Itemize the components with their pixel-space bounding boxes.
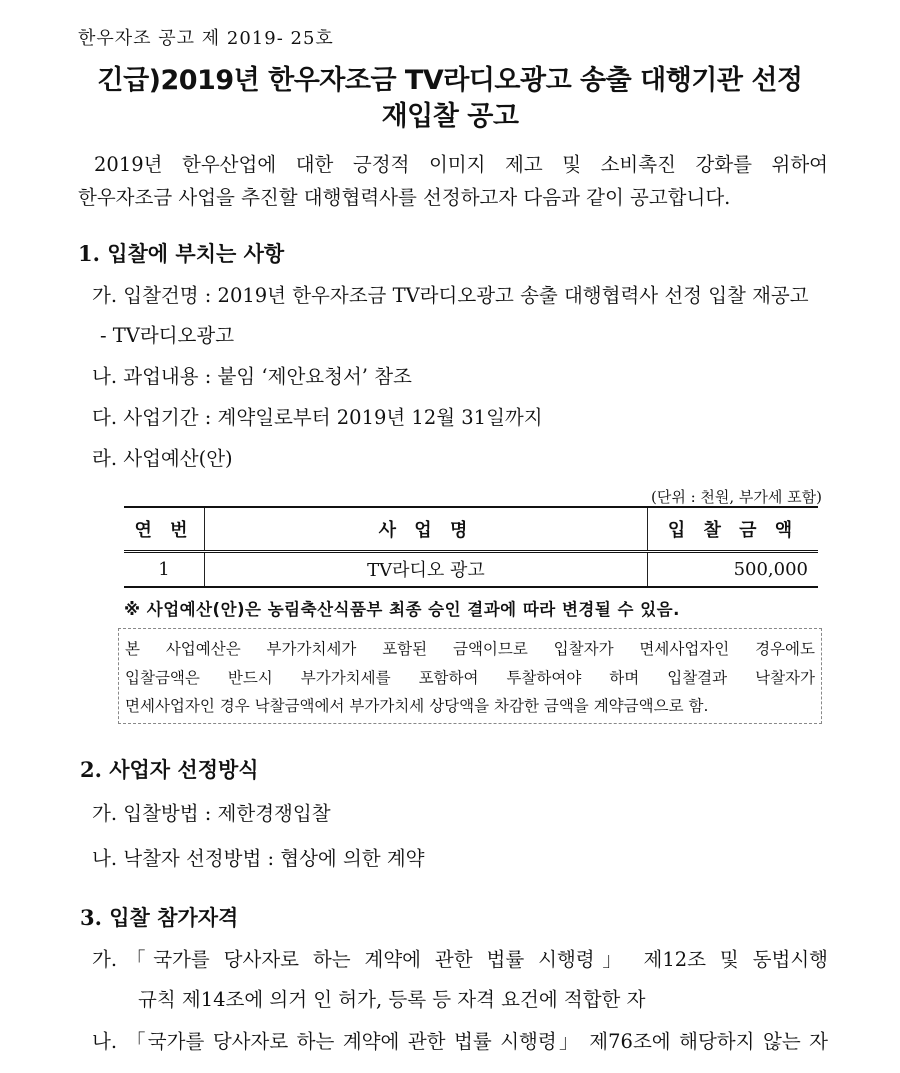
document-number: 한우자조 공고 제 2019- 25호 xyxy=(78,28,334,49)
header-amount: 입 찰 금 액 xyxy=(667,519,799,541)
header-project: 사 업 명 xyxy=(205,507,648,551)
section-1-item-da: 다. 사업기간 : 계약일로부터 2019년 12월 31일까지 xyxy=(92,406,543,429)
budget-change-note: ※ 사업예산(안)은 농림축산식품부 최종 승인 결과에 따라 변경될 수 있음. xyxy=(124,600,680,619)
page-title-line2: 재입찰 공고 xyxy=(381,101,519,132)
section-2-item-na: 나. 낙찰자 선정방법 : 협상에 의한 계약 xyxy=(92,847,425,870)
budget-table xyxy=(124,506,818,588)
vat-notice-box xyxy=(118,628,822,724)
cell-project: TV라디오 광고 xyxy=(205,551,648,587)
section-3-item-ga-line-2: 규칙 제14조에 의거 인 허가, 등록 등 자격 요건에 적합한 자 xyxy=(138,988,646,1011)
section-1-item-ra: 라. 사업예산(안) xyxy=(92,447,233,470)
section-3-item-ga-line-1: 「국가를 당사자로 하는 계약에 관한 법률 시행령」 제12조 및 동법시행 xyxy=(126,948,828,971)
table-row xyxy=(124,551,818,587)
intro-line-2: 한우자조금 사업을 추진할 대행협력사를 선정하고자 다음과 같이 공고합니다. xyxy=(78,186,731,209)
cell-amount: 500,000 xyxy=(733,558,808,580)
section-3-item-na xyxy=(92,1022,828,1062)
vat-notice-line-3: 면세사업자인 경우 낙찰금액에서 부가가치세 상당액을 차감한 금액을 계약금액으로 함. xyxy=(125,697,709,715)
vat-notice-line-1: 본 사업예산은 부가가치세가 포함된 금액이므로 입찰자가 면세사업자인 경우에도 xyxy=(125,640,815,658)
header-no: 연 번 xyxy=(124,507,205,551)
section-1-item-na: 나. 과업내용 : 붙임 ‘제안요청서’ 참조 xyxy=(92,365,412,388)
section-1-heading: 1. 입찰에 부치는 사항 xyxy=(78,241,285,266)
table-header-row xyxy=(124,507,818,551)
unit-note: (단위 : 천원, 부가세 포함) xyxy=(650,488,822,506)
intro-paragraph xyxy=(78,148,828,214)
section-2-item-ga: 가. 입찰방법 : 제한경쟁입찰 xyxy=(92,802,331,825)
cell-no: 1 xyxy=(124,551,205,587)
section-3-item-na-line-1: 「국가를 당사자로 하는 계약에 관한 법률 시행령」 제76조에 해당하지 않는 자 xyxy=(126,1030,828,1053)
section-2-heading: 2. 사업자 선정방식 xyxy=(80,757,259,782)
page-title: 긴급)2019년 한우자조금 TV라디오광고 송출 대행기관 선정 xyxy=(97,65,803,96)
section-3-item-na-marker: 나. xyxy=(92,1030,118,1053)
section-3-heading: 3. 입찰 참가자격 xyxy=(80,905,239,930)
intro-line-1: 2019년 한우산업에 대한 긍정적 이미지 제고 및 소비촉진 강화를 위하여 xyxy=(94,153,828,176)
section-3-item-ga-marker: 가. xyxy=(92,948,118,971)
section-1-item-ga: 가. 입찰건명 : 2019년 한우자조금 TV라디오광고 송출 대행협력사 선정 입찰 재공고 xyxy=(92,284,809,307)
section-1-item-ga-sub: - TV라디오광고 xyxy=(100,324,235,347)
vat-notice-line-2: 입찰금액은 반드시 부가가치세를 포함하여 투찰하여야 하며 입찰결과 낙찰자가 xyxy=(125,668,815,687)
section-3-item-ga xyxy=(92,940,828,1020)
